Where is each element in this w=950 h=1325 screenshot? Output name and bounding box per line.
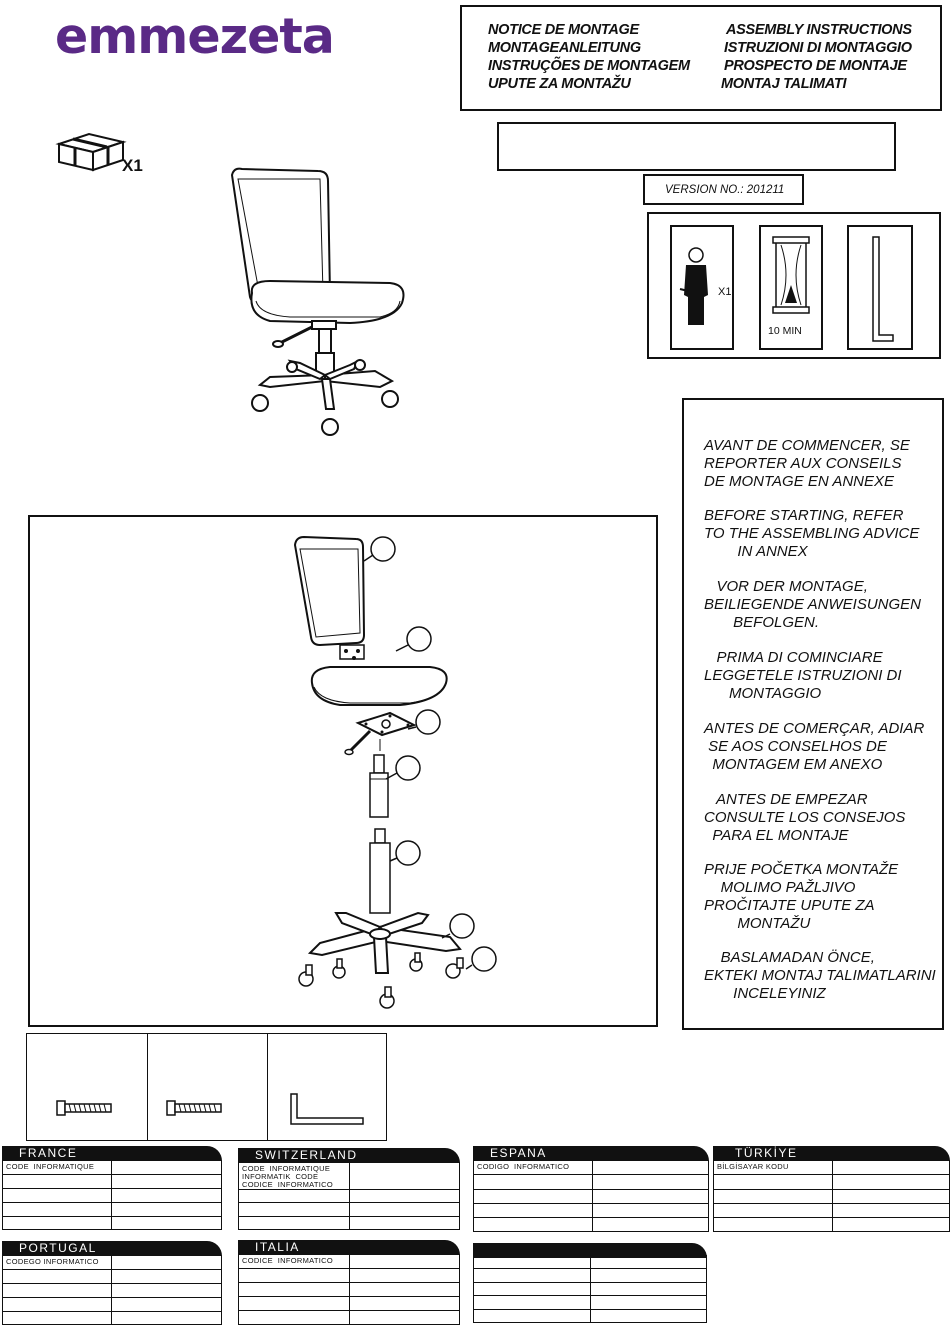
note-en: BEFORE STARTING, REFER TO THE ASSEMBLING ADVICE IN ANNEX [704, 507, 920, 560]
allen-key-icon [289, 1092, 369, 1126]
hourglass-icon [769, 235, 813, 315]
pre-assembly-notes [682, 398, 944, 1030]
country-table-portugal [2, 1241, 222, 1325]
country-name: ESPANA [473, 1146, 709, 1161]
country-table-turkiye [713, 1146, 950, 1232]
country-table-france [2, 1146, 222, 1230]
code-label: CODE INFORMATIQUE INFORMATIK CODE CODICE INFORMATICO [242, 1164, 333, 1189]
code-label: CODIGO INFORMATICO [477, 1162, 570, 1171]
country-table-italia [238, 1240, 460, 1325]
worker-icon [678, 245, 714, 327]
version-number: VERSION NO.: 201211 [643, 174, 804, 205]
allen-key-cell [847, 225, 913, 350]
note-pt: ANTES DE COMERÇAR, ADIAR SE AOS CONSELHOS DE MONTAGEM EM ANEXO [704, 720, 925, 773]
title-de: MONTAGEANLEITUNG [488, 40, 641, 56]
note-de: VOR DER MONTAGE, BEILIEGENDE ANWEISUNGEN BEFOLGEN. [704, 578, 921, 631]
country-table-switzerland [238, 1148, 460, 1230]
code-label: CODE INFORMATIQUE [6, 1162, 95, 1171]
country-name: PORTUGAL [2, 1241, 222, 1256]
note-fr: AVANT DE COMMENCER, SE REPORTER AUX CONSEILS DE MONTAGE EN ANNEXE [704, 437, 910, 490]
title-tr: MONTAJ TALIMATI [721, 76, 847, 92]
note-es: ANTES DE EMPEZAR CONSULTE LOS CONSEJOS PARA EL MONTAJE [704, 791, 906, 844]
title-fr: NOTICE DE MONTAGE [488, 22, 639, 38]
chair-illustration [230, 165, 410, 440]
title-hr: UPUTE ZA MONTAŽU [488, 76, 631, 92]
persons-qty: X1 [718, 286, 732, 298]
country-name: TÜRKİYE [713, 1146, 950, 1161]
country-name: FRANCE [2, 1146, 222, 1161]
code-label: CODICE INFORMATICO [242, 1256, 333, 1265]
persons-cell [670, 225, 734, 350]
title-it: ISTRUZIONI DI MONTAGGIO [724, 40, 912, 56]
part-cell-allen-key [267, 1034, 386, 1140]
country-table-blank [473, 1243, 707, 1323]
title-en: ASSEMBLY INSTRUCTIONS [726, 22, 912, 38]
exploded-assembly-view [28, 515, 658, 1027]
part-cell-bolt-b [147, 1034, 268, 1140]
time-cell [759, 225, 823, 350]
note-hr: PRIJE POČETKA MONTAŽE MOLIMO PAŽLJIVO PROČITAJTE UPUTE ZA MONTAŽU [704, 861, 899, 932]
package-qty: X1 [122, 156, 143, 175]
code-label: BİLGİSAYAR KODU [717, 1162, 789, 1171]
hardware-parts-table [26, 1033, 387, 1141]
country-name: ITALIA [238, 1240, 460, 1255]
note-tr: BASLAMADAN ÖNCE, EKTEKI MONTAJ TALIMATLARINI INCELEYINIZ [704, 949, 936, 1002]
title-box [460, 5, 942, 111]
brand-logo: emmezeta [55, 8, 334, 65]
bolt-icon [167, 1100, 223, 1116]
title-pt: INSTRUÇÕES DE MONTAGEM [488, 58, 690, 74]
exploded-parts-drawing [30, 517, 656, 1025]
assembly-time: 10 MIN [768, 325, 802, 337]
allen-key-icon [867, 235, 897, 345]
bolt-icon [57, 1100, 113, 1116]
country-name: SWITZERLAND [238, 1148, 460, 1163]
tools-panel [647, 212, 941, 359]
code-label: CODEGO INFORMATICO [6, 1257, 99, 1266]
title-es: PROSPECTO DE MONTAJE [724, 58, 907, 74]
country-table-espana [473, 1146, 709, 1232]
package-box-icon [55, 128, 125, 173]
part-cell-bolt-a [27, 1034, 148, 1140]
note-it: PRIMA DI COMINCIARE LEGGETELE ISTRUZIONI DI MONTAGGIO [704, 649, 902, 702]
product-name-box [497, 122, 896, 171]
